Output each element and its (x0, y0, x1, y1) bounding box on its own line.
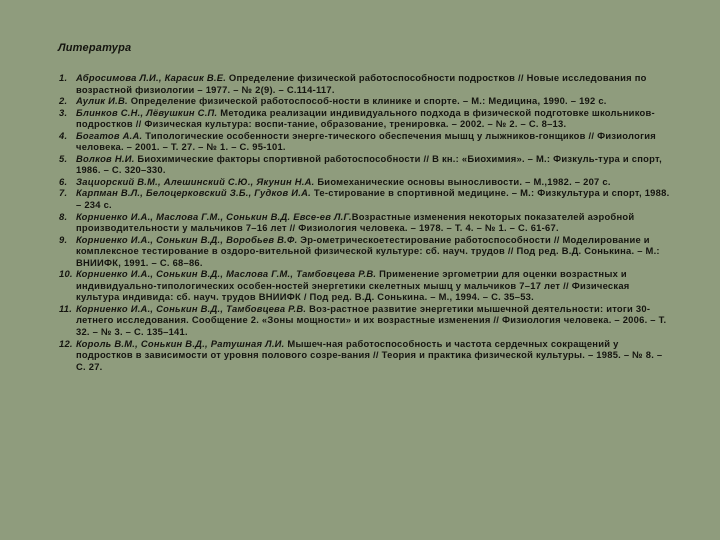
reference-number: 5. (59, 152, 68, 164)
reference-details: Методика реализации индивидуального подхода в физической подготовке школьников-подростков // Физическая культура: воспи-тание, образование, тренировка. – 2002. – № 2. – С. 8–13. (76, 106, 655, 130)
reference-text (76, 211, 671, 234)
reference-number: 4. (59, 129, 68, 141)
reference-number: 1. (59, 72, 68, 83)
reference-details: Определение физической работоспособ-ности в клинике и спорте. – М.: Медицина, 1990. – 192 с. (127, 95, 607, 107)
reference-authors: Аулик И.В. (76, 95, 128, 107)
list-item (59, 211, 671, 234)
reference-details: Определение физической работоспособности подростков // Новые исследования по возрастной физиологии – 1977. – № 2(9). – С.114-117. (76, 72, 647, 95)
reference-details: Те-стирование в спортивной медицине. – М.: Физкультура и спорт, 1988. – 234 с. (76, 187, 670, 211)
reference-authors: Корниенко И.А., Сонькин В.Д., Тамбовцева Р.В. (76, 302, 307, 314)
reference-number: 6. (59, 175, 68, 187)
reference-number: 10. (59, 268, 73, 280)
reference-authors: Зациорский В.М., Алешинский С.Ю., Якунин Н.А. (76, 175, 315, 187)
reference-text (76, 107, 671, 130)
reference-authors: Корниенко И.А., Маслова Г.М., Сонькин В.Д. Евсе-ев Л.Г. (76, 210, 352, 222)
page-title: Литература (58, 42, 132, 54)
reference-authors: Богатов А.А. (76, 129, 143, 141)
list-item (59, 95, 671, 107)
reference-text (76, 95, 671, 107)
list-item (59, 268, 671, 303)
reference-details: Типологические особенности энерге-тического обеспечения мышц у лыжников-гонщиков // Физиология человека. – 2001. – Т. 27. – № 1. – С. 95-101. (76, 129, 656, 153)
reference-details: Биохимические факторы спортивной работоспособности // В кн.: «Биохимия». – М.: Физкуль-тура и спорт, 1986. – С. 320–330. (76, 152, 662, 176)
reference-number: 12. (59, 337, 73, 349)
reference-authors: Корниенко И.А., Сонькин В.Д., Маслова Г.М., Тамбовцева Р.В. (76, 268, 377, 280)
reference-details: Эр-ометрическоетестирование работоспособности // Моделирование и комплексное тестирование в оздоро-вительной физической культуре: сб. науч. трудов // Под ред. В.Д. Сонькина. – М.: ВНИИФК, 1991. – С. 68–86. (76, 233, 660, 268)
list-item (59, 153, 671, 176)
reference-number: 7. (59, 187, 68, 199)
reference-text (76, 153, 671, 176)
reference-text (76, 268, 671, 303)
reference-details: Биомеханические основы выносливости. – М.,1982. – 207 с. (314, 175, 611, 187)
reference-text (76, 72, 671, 95)
reference-details: Применение эргометрии для оценки возрастных и индивидуально-типологических особен-ностей энергетики скелетных мышц у мальчиков 7–17 лет // Физическая культура индивида: сб. науч. трудов ВНИИФК / Под ред. В.Д. Сонькина. – М., 1994. – С. 35–53. (76, 268, 630, 303)
list-item (59, 130, 671, 153)
reference-authors: Абросимова Л.И., Карасик В.Е. (76, 72, 227, 83)
reference-details: Мышеч-ная работоспособность и частота сердечных сокращений у подростков в зависимости от уровня полового созре-вания // Теория и практика физической культуры. – 1985. – № 8. – С. 27. (76, 337, 663, 372)
reference-authors: Волков Н.И. (76, 152, 135, 164)
list-item (59, 338, 671, 373)
list-item (59, 107, 671, 130)
reference-authors: Карпман В.Л., Белоцерковский З.Б., Гудков И.А. (76, 187, 312, 199)
reference-details: Воз-растное развитие энергетики мышечной деятельности: итоги 30-летнего исследования. Сообщение 2. «Зоны мощности» и их возрастные изменения // Физиология человека. – 2006. – Т. 32. – № 3. – С. 135–141. (76, 302, 667, 338)
reference-list (59, 72, 671, 372)
reference-authors: Король В.М., Сонькин В.Д., Ратушная Л.И. (76, 337, 285, 349)
reference-text (76, 234, 671, 269)
list-item (59, 176, 671, 188)
reference-text (76, 130, 671, 153)
list-item (59, 187, 671, 210)
list-item (59, 303, 671, 338)
reference-authors: Корниенко И.А., Сонькин В.Д., Воробьев В.Ф. (76, 233, 298, 245)
reference-number: 8. (59, 210, 68, 222)
reference-text (76, 187, 671, 210)
reference-text (76, 303, 671, 338)
reference-number: 2. (59, 95, 68, 107)
reference-number: 9. (59, 233, 68, 245)
list-item (59, 234, 671, 269)
reference-authors: Блинков С.Н., Лёвушкин С.П. (76, 106, 218, 118)
reference-details: Возрастные изменения некоторых показателей аэробной производительности у мальчиков 7–16 лет // Физиология человека. – 1978. – Т. 4. – № 1. – С. 61-67. (76, 210, 635, 234)
reference-text (76, 338, 671, 373)
reference-number: 11. (59, 302, 73, 314)
reference-number: 3. (59, 106, 68, 118)
list-item (59, 72, 671, 95)
reference-text (76, 176, 671, 188)
